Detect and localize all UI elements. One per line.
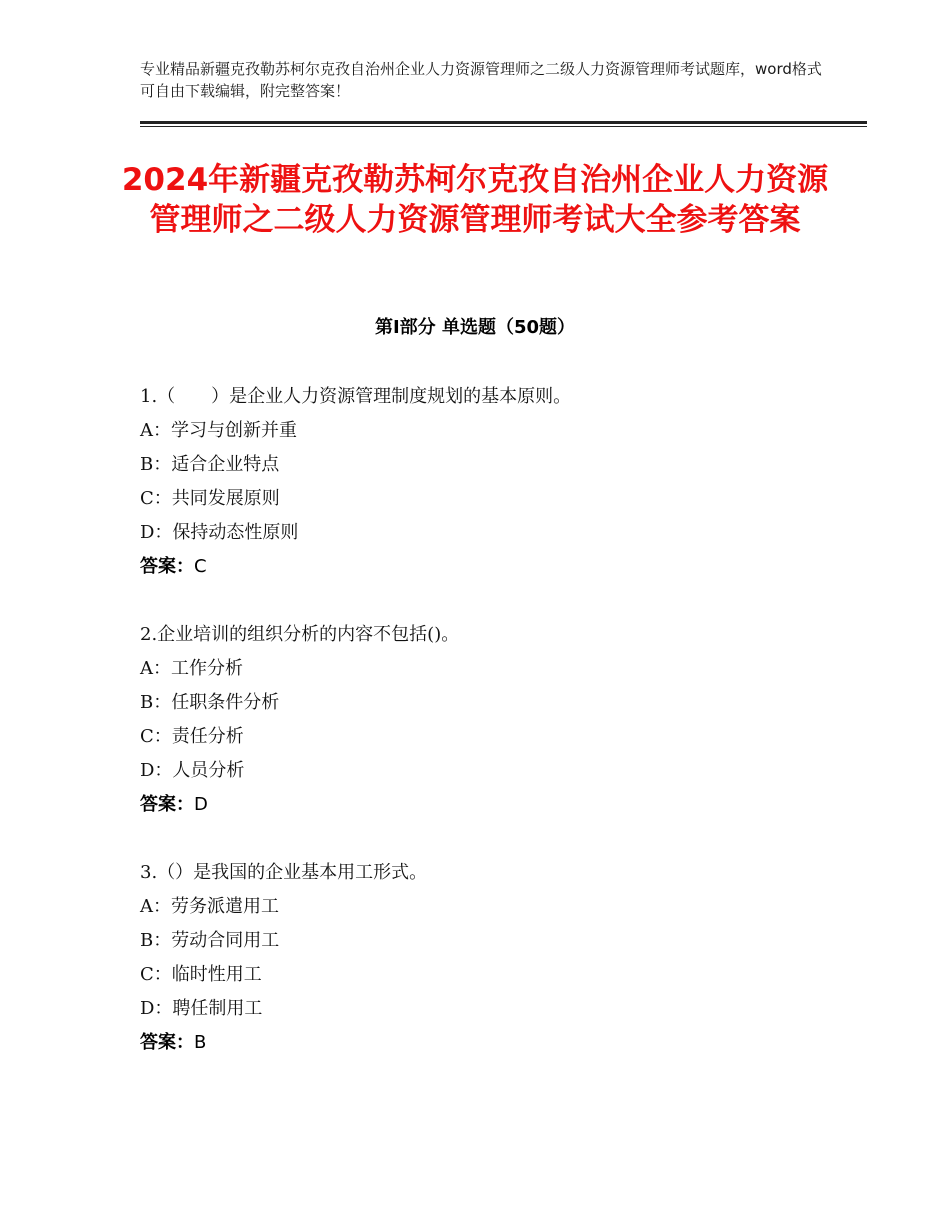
question-list bbox=[140, 380, 860, 1094]
option-d: D：人员分析 bbox=[140, 760, 245, 781]
option-c: C：共同发展原则 bbox=[140, 488, 280, 509]
option-a: A：劳务派遣用工 bbox=[140, 896, 279, 917]
answer-label: 答案： bbox=[140, 794, 194, 815]
option-d: D：聘任制用工 bbox=[140, 998, 263, 1019]
header-divider-thin bbox=[140, 126, 867, 127]
question-3 bbox=[140, 856, 860, 1060]
answer-line bbox=[140, 1026, 860, 1060]
answer-label: 答案： bbox=[140, 1032, 194, 1053]
header-note: 专业精品新疆克孜勒苏柯尔克孜自治州企业人力资源管理师之二级人力资源管理师考试题库，word格式可自由下载编辑，附完整答案！ bbox=[140, 60, 822, 100]
option-b: B：任职条件分析 bbox=[140, 692, 280, 713]
question-2 bbox=[140, 618, 860, 822]
header-divider-thick bbox=[140, 121, 867, 124]
option-a: A：学习与创新并重 bbox=[140, 420, 297, 441]
option-c: C：责任分析 bbox=[140, 726, 244, 747]
question-1 bbox=[140, 380, 860, 584]
answer-value: B bbox=[194, 1032, 207, 1053]
option-a: A：工作分析 bbox=[140, 658, 243, 679]
document-title: 2024年新疆克孜勒苏柯尔克孜自治州企业人力资源管理师之二级人力资源管理师考试大全参考答案 bbox=[121, 162, 829, 238]
question-stem: 2.企业培训的组织分析的内容不包括()。 bbox=[140, 624, 460, 645]
answer-label: 答案： bbox=[140, 556, 194, 577]
answer-value: D bbox=[194, 794, 208, 815]
option-b: B：适合企业特点 bbox=[140, 454, 280, 475]
option-c: C：临时性用工 bbox=[140, 964, 262, 985]
option-b: B：劳动合同用工 bbox=[140, 930, 280, 951]
question-stem: 1.（ ）是企业人力资源管理制度规划的基本原则。 bbox=[140, 386, 572, 407]
option-d: D：保持动态性原则 bbox=[140, 522, 299, 543]
question-stem: 3.（）是我国的企业基本用工形式。 bbox=[140, 862, 428, 883]
section-heading: 第Ⅰ部分 单选题（50题） bbox=[374, 317, 575, 338]
answer-value: C bbox=[194, 556, 207, 577]
answer-line bbox=[140, 550, 860, 584]
answer-line bbox=[140, 788, 860, 822]
